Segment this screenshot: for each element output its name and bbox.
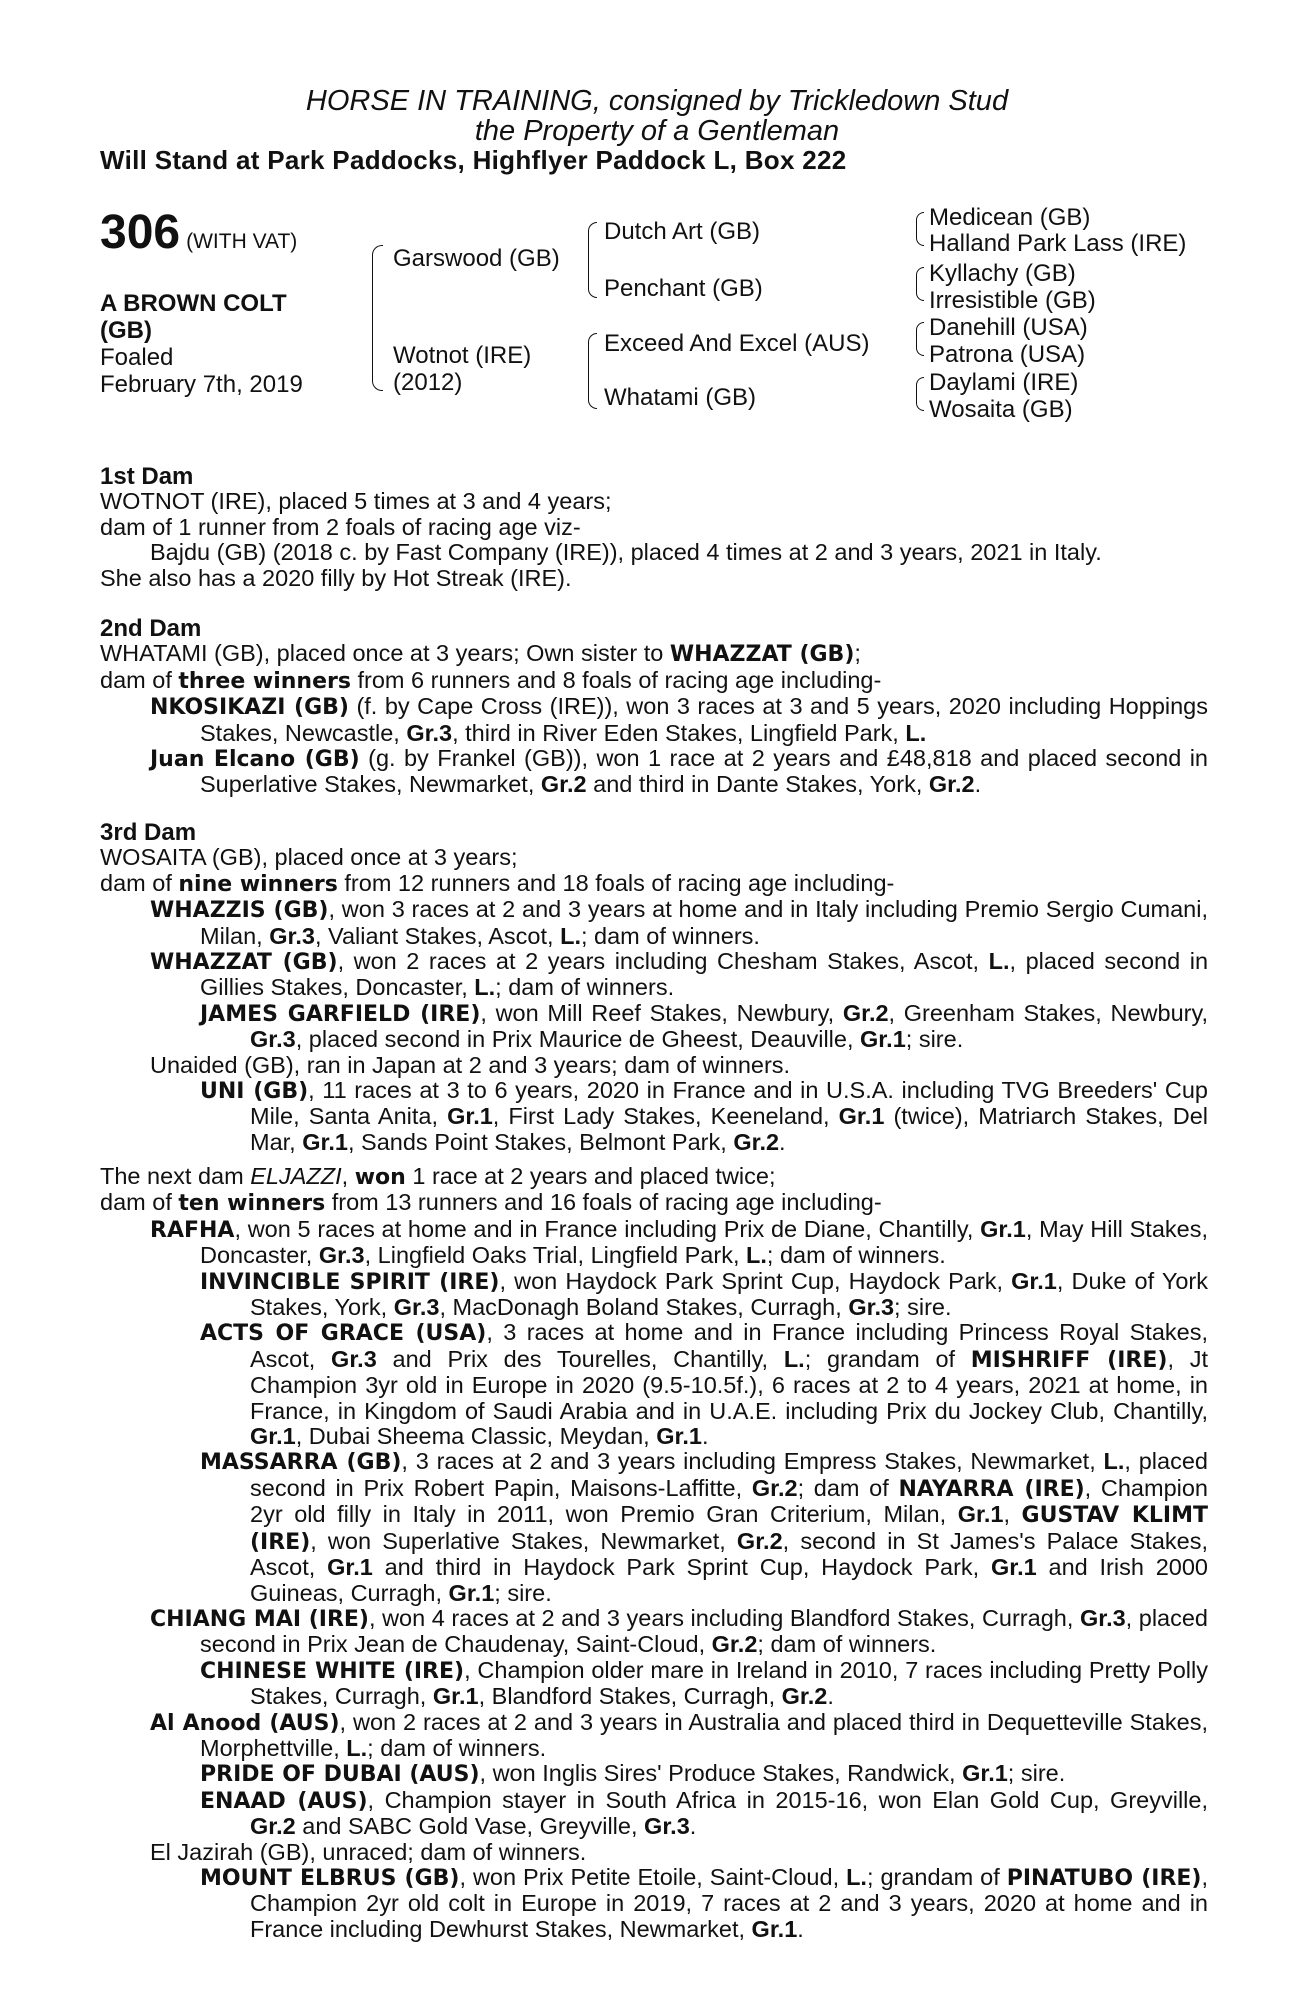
produce-item: JAMES GARFIELD (IRE), won Mill Reef Stakes, Newbury, Gr.2, Greenham Stakes, Newbury, Gr.3, placed second in Prix Maurice de Gheest, Deauville, Gr.1; sire. <box>200 999 1208 1053</box>
pedigree-brace-g3 <box>916 322 924 356</box>
lot-desc-colt: A BROWN COLT <box>100 290 287 317</box>
produce-item: PRIDE OF DUBAI (AUS), won Inglis Sires' Produce Stakes, Randwick, Gr.1; sire. <box>200 1760 1066 1788</box>
lot-foaled-date: February 7th, 2019 <box>100 371 303 398</box>
produce-item: CHINESE WHITE (IRE), Champion older mare in Ireland in 2010, 7 races including Pretty Polly Stakes, Curragh, Gr.1, Blandford Stakes, Curragh, Gr.2. <box>200 1656 1209 1710</box>
pedigree-dam-year: (2012) <box>393 369 463 396</box>
first-dam-section <box>100 464 1208 591</box>
pedigree-ds-sire: Danehill (USA) <box>929 314 1088 341</box>
pedigree-ss-sire: Medicean (GB) <box>929 204 1091 231</box>
pedigree-brace-dam <box>588 333 597 409</box>
pedigree-dd-sire: Daylami (IRE) <box>929 369 1079 396</box>
pedigree-dam-sire: Exceed And Excel (AUS) <box>604 330 870 357</box>
pedigree-sire-sire: Dutch Art (GB) <box>604 218 761 245</box>
first-dam-produce-line: dam of 1 runner from 2 foals of racing age viz- <box>100 513 581 540</box>
produce-item: WHAZZAT (GB), won 2 races at 2 years including Chesham Stakes, Ascot, L., placed second in Gillies Stakes, Doncaster, L.; dam of winners. <box>150 948 1209 1001</box>
produce-item: INVINCIBLE SPIRIT (IRE), won Haydock Park Sprint Cup, Haydock Park, Gr.1, Duke of York Stakes, York, Gr.3, MacDonagh Boland Stakes, Curragh, Gr.3; sire. <box>200 1267 1208 1321</box>
fourth-dam-line: The next dam ELJAZZI, won 1 race at 2 years and placed twice; <box>100 1163 776 1190</box>
header-property: the Property of a Gentleman <box>474 115 840 147</box>
second-dam-line: WHATAMI (GB), placed once at 3 years; Own sister to WHAZZAT (GB); <box>100 640 861 668</box>
pedigree-dam-dam: Whatami (GB) <box>604 384 757 411</box>
produce-item: MASSARRA (GB), 3 races at 2 and 3 years including Empress Stakes, Newmarket, L., placed second in Prix Robert Papin, Maisons-Laffitte, Gr.2; dam of NAYARRA (IRE), Champion 2yr old filly in Italy in 2011, won Premio Gran Criterium, Milan, Gr.1, GUSTAV KLIMT (IRE), won Superlative Stakes, Newmarket, Gr.2, second in St James's Palace Stakes, Ascot, Gr.1 and third in Haydock Park Sprint Cup, Haydock Park, Gr.1 and Irish 2000 Guineas, Curragh, Gr.1; sire. <box>200 1448 1209 1606</box>
pedigree-ds-dam: Patrona (USA) <box>929 341 1086 368</box>
fourth-dam-section <box>100 1164 1208 1942</box>
third-dam-produce-line: dam of nine winners from 12 runners and 18 foals of racing age including- <box>100 869 895 897</box>
produce-item: MOUNT ELBRUS (GB), won Prix Petite Etoile, Saint-Cloud, L.; grandam of PINATUBO (IRE), Champion 2yr old colt in Europe in 2019, 7 races at 2 and 3 years, 2020 at home and in France including Dewhurst Stakes, Newmarket, Gr.1. <box>200 1863 1209 1942</box>
pedigree-brace-g4 <box>916 377 924 411</box>
lot-number: 306 <box>100 206 181 259</box>
produce-item: CHIANG MAI (IRE), won 4 races at 2 and 3 years including Blandford Stakes, Curragh, Gr.3, placed second in Prix Jean de Chaudenay, Saint-Cloud, Gr.2; dam of winners. <box>150 1604 1209 1658</box>
produce-item: Juan Elcano (GB) (g. by Frankel (GB)), won 1 race at 2 years and £48,818 and placed second in Superlative Stakes, Newmarket, Gr.2 and third in Dante Stakes, York, Gr.2. <box>150 745 1208 798</box>
first-dam-title: 1st Dam <box>100 463 194 490</box>
produce-item: ENAAD (AUS), Champion stayer in South Africa in 2015-16, won Elan Gold Cup, Greyville, Gr.2 and SABC Gold Vase, Greyville, Gr.3. <box>200 1786 1208 1840</box>
lot-foaled: Foaled <box>100 344 174 371</box>
pedigree-ss-dam: Halland Park Lass (IRE) <box>929 230 1187 257</box>
produce-item: ACTS OF GRACE (USA), 3 races at home and in France including Princess Royal Stakes, Ascot, Gr.3 and Prix des Tourelles, Chantilly, L.; grandam of MISHRIFF (IRE), Jt Champion 3yr old in Europe in 2020 (9.5-10.5f.), 6 races at 2 to 4 years, 2021 at home, in France, in Kingdom of Saudi Arabia and in U.A.E. including Prix du Jockey Club, Chantilly, Gr.1, Dubai Sheema Classic, Meydan, Gr.1. <box>200 1319 1208 1450</box>
fourth-dam-produce-line: dam of ten winners from 13 runners and 16 foals of racing age including- <box>100 1189 882 1217</box>
third-dam-title: 3rd Dam <box>100 819 197 846</box>
header-consignor: HORSE IN TRAINING, consigned by Trickledown Stud <box>305 85 1009 117</box>
lot-desc-country: (GB) <box>100 317 152 344</box>
second-dam-section <box>100 616 1208 798</box>
lot-description <box>100 290 303 398</box>
first-dam-produce-item: Bajdu (GB) (2018 c. by Fast Company (IRE)), placed 4 times at 2 and 3 years, 2021 in Italy. <box>150 539 1102 566</box>
pedigree-brace-main <box>372 245 383 391</box>
pedigree-sire-dam: Penchant (GB) <box>604 275 763 302</box>
first-dam-line: WOTNOT (IRE), placed 5 times at 3 and 4 years; <box>100 488 612 515</box>
pedigree-brace-sire <box>588 222 597 298</box>
lot-number-block <box>100 205 297 260</box>
second-dam-title: 2nd Dam <box>100 615 202 642</box>
pedigree-sd-sire: Kyllachy (GB) <box>929 260 1076 287</box>
produce-item: Unaided (GB), ran in Japan at 2 and 3 years; dam of winners. <box>150 1051 791 1078</box>
produce-item: Al Anood (AUS), won 2 races at 2 and 3 years in Australia and placed third in Dequetteville Stakes, Morphettville, L.; dam of winners. <box>150 1708 1209 1761</box>
second-dam-produce-line: dam of three winners from 6 runners and 8 foals of racing age including- <box>100 666 882 694</box>
produce-item: WHAZZIS (GB), won 3 races at 2 and 3 years at home and in Italy including Premio Sergio Cumani, Milan, Gr.3, Valiant Stakes, Ascot, L.; dam of winners. <box>150 896 1209 949</box>
third-dam-line: WOSAITA (GB), placed once at 3 years; <box>100 844 518 871</box>
pedigree-brace-g2 <box>916 267 924 301</box>
produce-item: UNI (GB), 11 races at 3 to 6 years, 2020 in France and in U.S.A. including TVG Breeders' Cup Mile, Santa Anita, Gr.1, First Lady Stakes, Keeneland, Gr.1 (twice), Matriarch Stakes, Del Mar, Gr.1, Sands Point Stakes, Belmont Park, Gr.2. <box>200 1077 1208 1155</box>
pedigree-sd-dam: Irresistible (GB) <box>929 287 1096 314</box>
produce-item: NKOSIKAZI (GB) (f. by Cape Cross (IRE)), won 3 races at 3 and 5 years, 2020 including Hoppings Stakes, Newcastle, Gr.3, third in River Eden Stakes, Lingfield Park, L. <box>150 693 1208 746</box>
produce-item: RAFHA, won 5 races at home and in France including Prix de Diane, Chantilly, Gr.1, May Hill Stakes, Doncaster, Gr.3, Lingfield Oaks Trial, Lingfield Park, L.; dam of winners. <box>150 1215 1208 1269</box>
pedigree-sire: Garswood (GB) <box>393 245 560 272</box>
pedigree-dd-dam: Wosaita (GB) <box>929 396 1073 423</box>
third-dam-section <box>100 820 1208 1155</box>
pedigree-brace-g1 <box>916 212 924 246</box>
produce-item: El Jazirah (GB), unraced; dam of winners. <box>150 1838 587 1865</box>
header-location: Will Stand at Park Paddocks, Highflyer Paddock L, Box 222 <box>100 145 847 175</box>
pedigree-dam: Wotnot (IRE) <box>393 342 532 369</box>
lot-vat: (WITH VAT) <box>186 230 298 253</box>
first-dam-note: She also has a 2020 filly by Hot Streak (IRE). <box>100 564 572 591</box>
